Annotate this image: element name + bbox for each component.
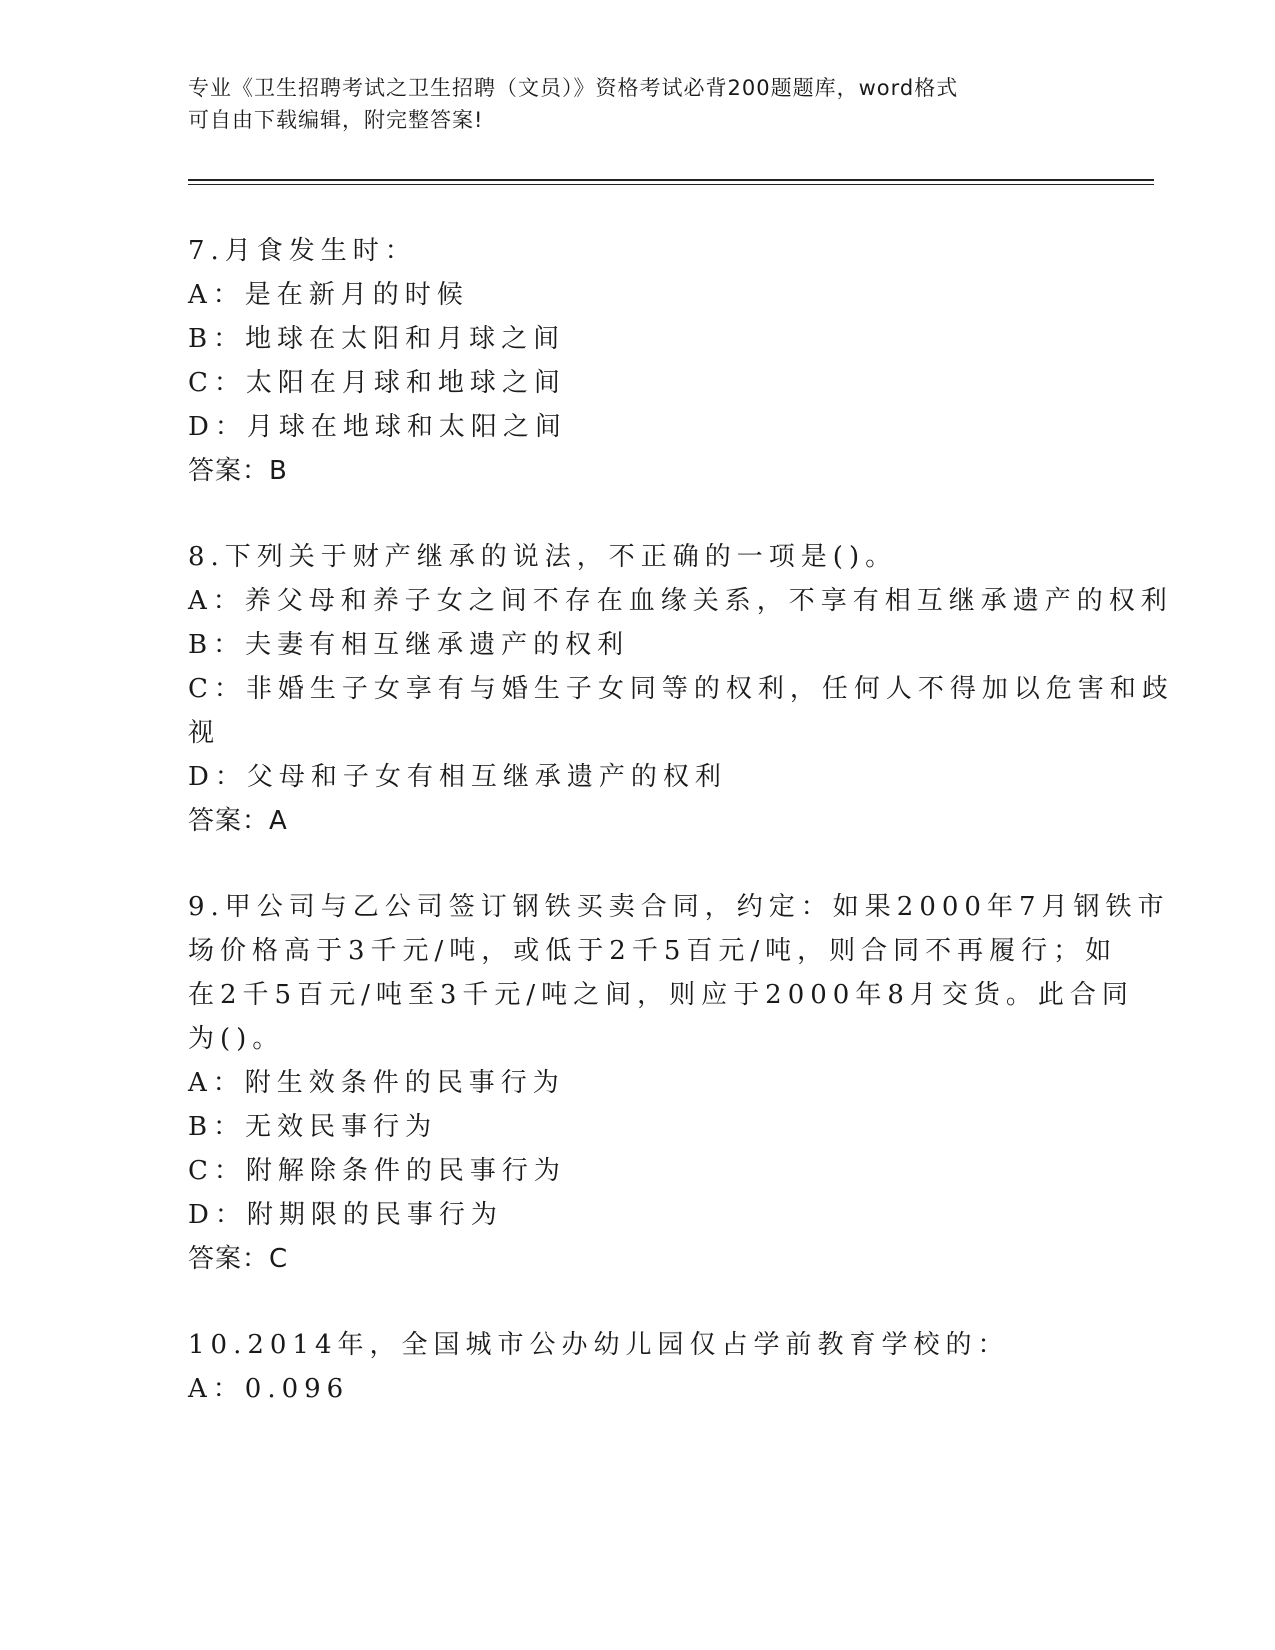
question-9-stem-line-2: 场价格高于3千元/吨，或低于2千5百元/吨，则合同不再履行；如 [188,936,1118,966]
question-7-option-d: D：月球在地球和太阳之间 [188,412,567,442]
question-9-option-a: A：附生效条件的民事行为 [188,1068,565,1098]
question-8-option-c: C：非婚生子女享有与婚生子女同等的权利，任何人不得加以危害和歧 [188,674,1174,704]
question-8-option-c-continued: 视 [188,718,221,748]
question-8-stem: 8.下列关于财产继承的说法，不正确的一项是()。 [188,542,898,572]
question-9-stem-line-1: 9.甲公司与乙公司签订钢铁买卖合同，约定：如果2000年7月钢铁市 [188,892,1170,922]
question-9-option-c: C：附解除条件的民事行为 [188,1156,566,1186]
header-line-1: 专业《卫生招聘考试之卫生招聘（文员）》资格考试必背200题题库，word格式 [188,76,959,100]
question-9-option-b: B：无效民事行为 [188,1112,438,1142]
question-8-option-b: B：夫妻有相互继承遗产的权利 [188,630,630,660]
question-10-stem: 10.2014年，全国城市公办幼儿园仅占学前教育学校的： [188,1330,1010,1360]
question-9-stem-line-3: 在2千5百元/吨至3千元/吨之间，则应于2000年8月交货。此合同 [188,980,1134,1010]
question-8-option-a: A：养父母和养子女之间不存在血缘关系，不享有相互继承遗产的权利 [188,586,1173,616]
document-header [188,72,1088,136]
question-7-option-a: A：是在新月的时候 [188,280,469,310]
header-divider-thick [188,179,1154,181]
header-line-2: 可自由下载编辑，附完整答案! [188,108,484,132]
question-10-option-a: A：0.096 [188,1374,350,1404]
question-9-option-d: D：附期限的民事行为 [188,1200,503,1230]
header-divider-thin [188,184,1154,185]
question-9-stem-line-4: 为()。 [188,1024,285,1054]
question-9-answer: 答案：C [188,1244,289,1274]
question-7-option-b: B：地球在太阳和月球之间 [188,324,566,354]
question-8-answer: 答案：A [188,806,288,836]
question-7-answer: 答案：B [188,456,288,486]
question-8-option-d: D：父母和子女有相互继承遗产的权利 [188,762,727,792]
question-7-stem: 7.月食发生时： [188,236,417,266]
question-7-option-c: C：太阳在月球和地球之间 [188,368,566,398]
